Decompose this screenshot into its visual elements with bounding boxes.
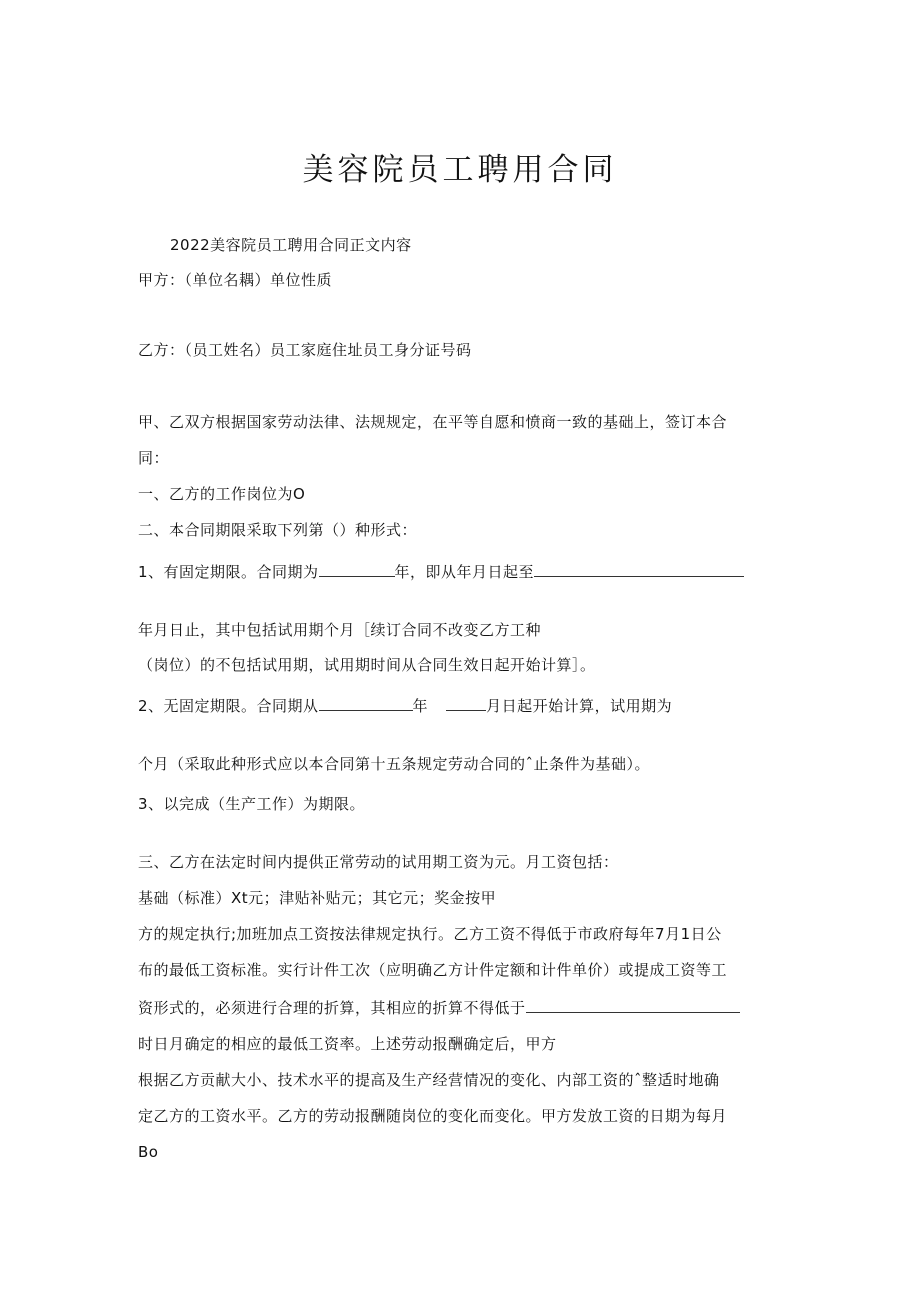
start-month-blank [446,696,486,711]
party-b-line: 乙方：（员工姓名）员工家庭住址员工身分证号码 [138,341,472,359]
clause-2-1-text-b: 年，即从年月日起至 [394,563,535,581]
clause-2-2-text-b: 年 [412,697,429,715]
document-subtitle: 2022美容院员工聘用合同正文内容 [170,236,412,254]
clause-3-line-5 [138,996,740,1020]
minimum-wage-date-blank [526,998,740,1013]
clause-3-line-5-text: 资形式的，必须进行合理的折算，其相应的折算不得低于 [138,999,526,1017]
document-title: 美容院员工聘用合同 [302,152,618,188]
preamble-line-1: 甲、乙双方根据国家劳动法律、法规规定，在平等自愿和愤商一致的基础上，签订本合 [138,413,728,431]
start-year-blank [319,696,413,711]
contract-years-blank [319,562,395,577]
clause-1-line: 一、乙方的工作岗位为O [138,485,306,503]
preamble-line-2: 同： [138,449,170,467]
clause-2-1-line [138,560,744,584]
clause-2-2-continued-line: 个月（采取此种形式应以本合同第十五条规定劳动合同的ˆ止条件为基础）。 [138,755,651,773]
clause-2-2-line [138,694,672,718]
clause-3-line-7: 根据乙方贡献大小、技术水平的提高及生产经营情况的变化、内部工资的ˆ整适时地确 [138,1071,720,1089]
clause-3-line-2: 基础（标准）Xt元；津贴补贴元；其它元；奖金按甲 [138,889,497,907]
clause-2-1-continued-line: 年月日止，其中包括试用期个月［续订合同不改变乙方工种 [138,621,542,639]
party-a-line: 甲方：（单位名耦）单位性质 [138,271,333,289]
clause-3-line-6: 时日月确定的相应的最低工资率。上述劳动报酬确定后，甲方 [138,1035,557,1053]
clause-3-line-3: 方的规定执行;加班加点工资按法律规定执行。乙方工资不得低于市政府每年7月1日公 [138,925,722,943]
clause-3-line-9: Bo [138,1143,159,1161]
clause-2-1-continued-line-2: （岗位）的不包括试用期，试用期时间从合同生效日起开始计算］。 [138,656,596,674]
clause-2-2-text-c: 月日起开始计算，试用期为 [486,697,673,715]
clause-2-1-text-a: 1、有固定期限。合同期为 [138,563,319,581]
clause-3-line-8: 定乙方的工资水平。乙方的劳动报酬随岗位的变化而变化。甲方发放工资的日期为每月 [138,1107,728,1125]
clause-2-line: 二、本合同期限采取下列第（）种形式： [138,521,418,539]
clause-2-3-line: 3、以完成（生产工作）为期限。 [138,795,366,813]
clause-2-2-text-a: 2、无固定期限。合同期从 [138,697,319,715]
end-date-blank [534,562,744,577]
clause-3-line-4: 布的最低工资标准。实行计件工次（应明确乙方计件定额和计件单价）或提成工资等工 [138,961,728,979]
clause-3-line-1: 三、乙方在法定时间内提供正常劳动的试用期工资为元。月工资包括： [138,853,619,871]
